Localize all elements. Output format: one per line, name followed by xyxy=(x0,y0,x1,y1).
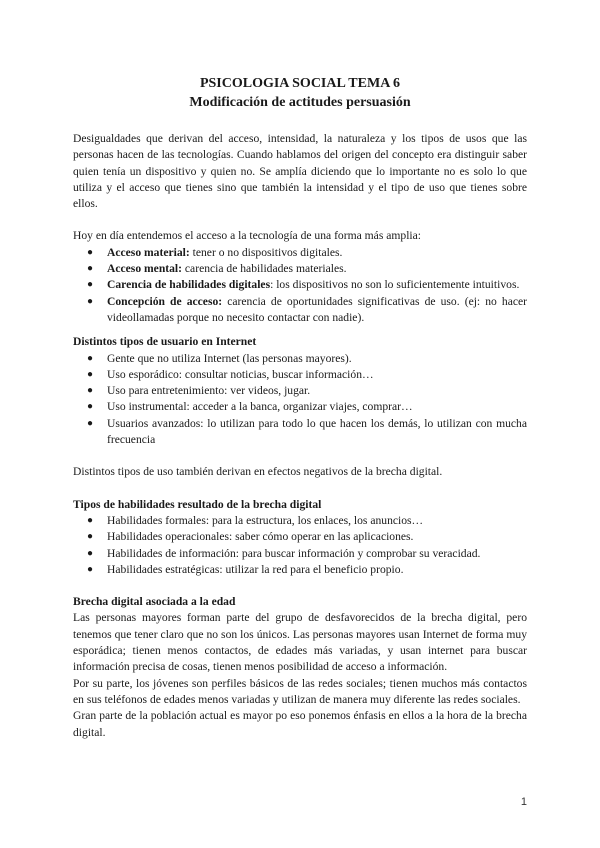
list-item-text: Usuarios avanzados: lo utilizan para todo lo que hacen los demás, lo utilizan con mucha frecuencia xyxy=(107,416,527,447)
bullet-icon: ● xyxy=(87,547,94,559)
term-description: carencia de oportunidades significativas de uso. (ej: no hacer videollamadas porque no necesito contactar con nadie). xyxy=(107,294,528,324)
list-item-text: Habilidades formales: para la estructura, los enlaces, los anuncios… xyxy=(107,513,424,527)
section-heading-users: Distintos tipos de usuario en Internet xyxy=(73,335,257,349)
bullet-icon: ● xyxy=(87,263,94,275)
age-paragraph-2: Por su parte, los jóvenes son perfiles básicos de las redes sociales; tienen muchos más contactos en sus teléfonos de edades menos variadas y utilizan de manera muy diferente las redes sociales. xyxy=(73,676,527,706)
age-paragraph-1: Las personas mayores forman parte del grupo de desfavorecidos de la brecha digital, pero tenemos que tener claro que no son los únicos. Las personas mayores usan Internet de forma muy esporádica; tienen menos contactos, de edades más variadas, y usan internet para buscar información precisa de cosas, tienen menos posibilidad de acceso a información. xyxy=(73,611,527,674)
bullet-icon: ● xyxy=(87,295,94,307)
list-item xyxy=(87,351,527,367)
spacer xyxy=(73,326,527,334)
list-item xyxy=(87,529,527,545)
list-item-text: Uso esporádico: consultar noticias, buscar información… xyxy=(107,367,374,381)
users-list xyxy=(73,351,527,449)
page-content xyxy=(73,74,527,741)
spacer xyxy=(73,578,527,594)
section-heading-age: Brecha digital asociada a la edad xyxy=(73,595,236,609)
spacer xyxy=(73,448,527,464)
bullet-icon: ● xyxy=(87,401,94,413)
list-item xyxy=(87,513,527,529)
skills-list xyxy=(73,513,527,578)
list-item-text: Uso para entretenimiento: ver videos, jugar. xyxy=(107,384,311,398)
list-item xyxy=(87,383,527,399)
list-item xyxy=(87,245,527,261)
list-item xyxy=(87,399,527,415)
list-item-text: Gente que no utiliza Internet (las personas mayores). xyxy=(107,351,352,365)
access-list xyxy=(73,245,527,326)
list-item xyxy=(87,562,527,578)
term-description: : los dispositivos no son lo suficientemente intuitivos. xyxy=(270,278,520,292)
intro-paragraph: Desigualdades que derivan del acceso, intensidad, la naturaleza y los tipos de usos que las personas hacen de las tecnologías. Cuando hablamos del origen del concepto era distinguir saber quien tenía un dispositivo y quien no. Se amplía diciendo que lo importante no es solo lo que utiliza y el acceso que tienes sino que también la intensidad y el tipo de uso que tienes sobre ellos. xyxy=(73,132,527,211)
bullet-icon: ● xyxy=(87,385,94,397)
page-number: 1 xyxy=(520,796,527,808)
spacer xyxy=(73,212,527,228)
bullet-icon: ● xyxy=(87,352,94,364)
access-intro: Hoy en día entendemos el acceso a la tecnología de una forma más amplia: xyxy=(73,229,421,243)
bullet-icon: ● xyxy=(87,279,94,291)
list-item-text: Uso instrumental: acceder a la banca, organizar viajes, comprar… xyxy=(107,400,413,414)
bullet-icon: ● xyxy=(87,417,94,429)
term-label: Acceso material: xyxy=(107,245,190,259)
bullet-icon: ● xyxy=(87,563,94,575)
negative-effects-paragraph: Distintos tipos de uso también derivan en efectos negativos de la brecha digital. xyxy=(73,465,443,479)
term-description: tener o no dispositivos digitales. xyxy=(189,245,343,259)
list-item xyxy=(87,277,527,293)
list-item xyxy=(87,367,527,383)
list-item-text: Habilidades de información: para buscar información y comprobar su veracidad. xyxy=(107,546,481,560)
term-description: carencia de habilidades materiales. xyxy=(182,262,347,276)
term-label: Acceso mental: xyxy=(107,262,183,276)
term-label: Concepción de acceso: xyxy=(107,294,223,308)
page-title: PSICOLOGIA SOCIAL TEMA 6 xyxy=(199,76,401,91)
bullet-icon: ● xyxy=(87,368,94,380)
bullet-icon: ● xyxy=(87,531,94,543)
section-heading-skills: Tipos de habilidades resultado de la brecha digital xyxy=(73,497,322,511)
list-item xyxy=(87,416,527,449)
bullet-icon: ● xyxy=(87,514,94,526)
page-subtitle: Modificación de actitudes persuasión xyxy=(189,95,411,110)
list-item-text: Habilidades operacionales: saber cómo operar en las aplicaciones. xyxy=(107,530,414,544)
list-item-text: Habilidades estratégicas: utilizar la red para el beneficio propio. xyxy=(107,562,404,576)
bullet-icon: ● xyxy=(87,246,94,258)
list-item xyxy=(87,261,527,277)
list-item xyxy=(87,294,528,327)
age-paragraph-3: Gran parte de la población actual es mayor po eso ponemos énfasis en ellos a la hora de la brecha digital. xyxy=(73,709,527,739)
list-item xyxy=(87,546,527,562)
spacer xyxy=(73,481,527,497)
term-label: Carencia de habilidades digitales xyxy=(107,278,271,292)
